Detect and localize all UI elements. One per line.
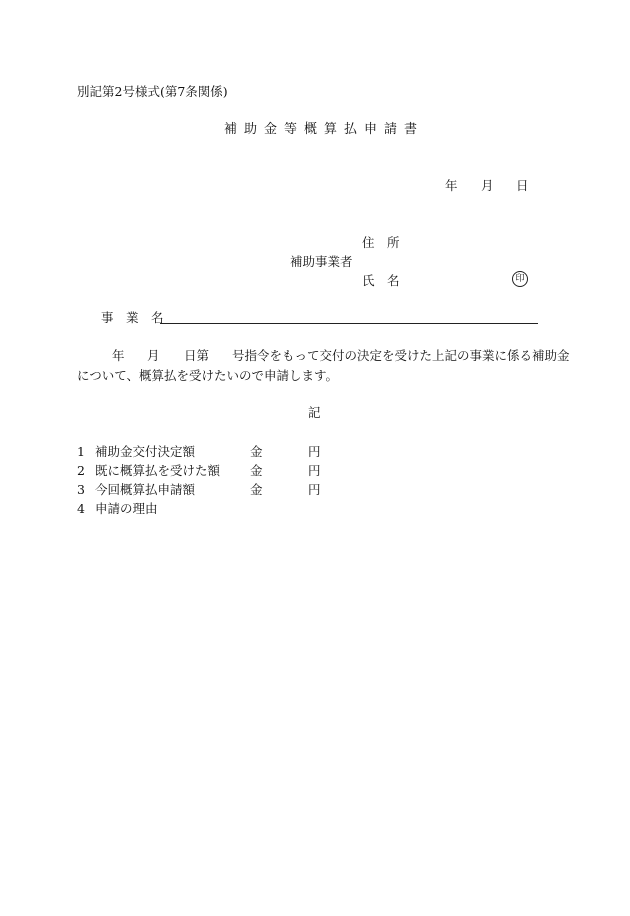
item-yen: 円 [308, 463, 321, 478]
applicant-label: 補助事業者 [290, 254, 353, 269]
item-label: 今回概算払申請額 [95, 482, 196, 497]
body-line1: 号指令をもって交付の決定を受けた上記の事業に係る補助金 [232, 348, 570, 363]
item-kin: 金 [250, 444, 263, 459]
body-year: 年 [112, 348, 125, 363]
name-label: 氏 名 [362, 273, 400, 288]
item-label: 申請の理由 [95, 501, 158, 516]
project-name-line [160, 323, 538, 324]
date-day: 日 [516, 178, 529, 193]
date-year: 年 [445, 178, 458, 193]
item-num: 1 [77, 444, 85, 459]
item-num: 4 [77, 501, 85, 516]
ki-heading: 記 [308, 405, 321, 420]
item-num: 3 [77, 482, 85, 497]
date-month: 月 [481, 178, 494, 193]
item-num: 2 [77, 463, 85, 478]
document-title: 補助金等概算払申請書 [224, 122, 425, 137]
project-name-label: 事 業 名 [101, 310, 164, 325]
body-month: 月 [147, 348, 160, 363]
address-label: 住 所 [362, 235, 400, 250]
body-line2: について、概算払を受けたいので申請します。 [77, 368, 339, 383]
item-kin: 金 [250, 463, 263, 478]
item-kin: 金 [250, 482, 263, 497]
item-yen: 円 [308, 482, 321, 497]
item-yen: 円 [308, 444, 321, 459]
form-reference: 別記第2号様式(第7条関係) [77, 84, 228, 99]
item-label: 補助金交付決定額 [95, 444, 196, 459]
body-day-no: 日第 [184, 348, 210, 363]
item-label: 既に概算払を受けた額 [95, 463, 221, 478]
seal-mark: 印 [512, 271, 528, 287]
